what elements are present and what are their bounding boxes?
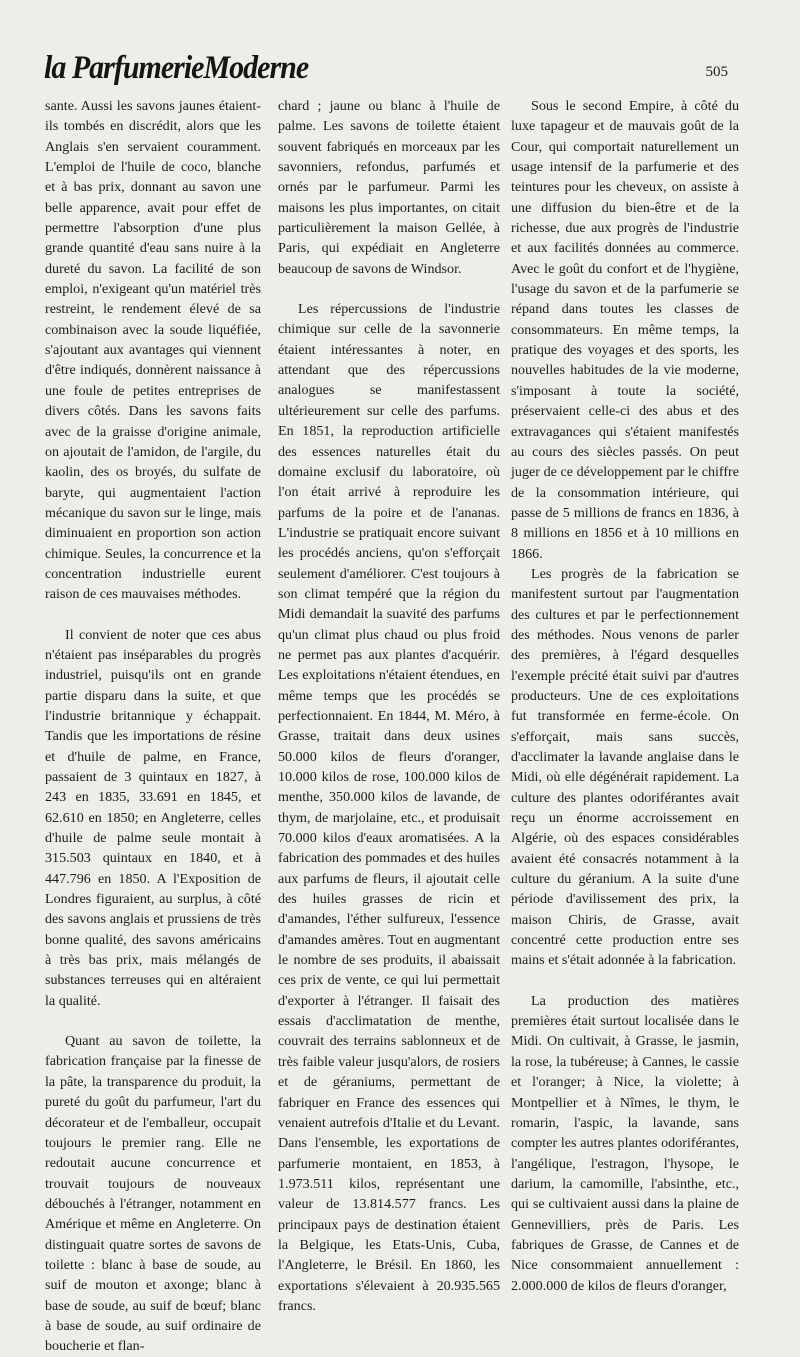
paragraph: La production des matières premières était surtout localisée dans le Midi. On cultivait, à Grasse, le jasmin, la rose, la tubéreuse; à Cannes, le cassie et l'oranger; à Nice, la violette; à Montpellier et à Nîmes, le thym, le romarin, l'aspic, la lavande, sans compter les autres plantes odoriférantes, l'angélique, l'estragon, l'hysope, le darium, la camomille, l'absinthe, etc., qui se cultivaient aussi dans la plaine de Gennevilliers, près de Paris. Les fabriques de Grasse, de Cannes et de Nice consommaient annuellement : 2.000.000 de kilos de fleurs d'oranger,	[511, 992, 739, 1294]
page-number: 505	[705, 64, 728, 80]
paragraph: chard ; jaune ou blanc à l'huile de palme. Les savons de toilette étaient souvent fabriqués en morceaux par les savonniers, refondus, parfumés et ornés par le parfumeur. Parmi les maisons les plus importantes, on citait particulièrement la maison Gellée, à Paris, qui expédiait en Angleterre beaucoup de savons de Windsor.	[278, 98, 500, 277]
paragraph: Sous le second Empire, à côté du luxe tapageur et de mauvais goût de la Cour, qui comportait naturellement un usage intensif de la parfumerie et des teintures pour les cheveux, on assiste à une diffusion du bien-être et de la richesse, due aux progrès de l'industrie et aux facilités données au commerce. Avec le goût du confort et de l'hygiène, l'usage du savon et de la parfumerie se répand dans toutes les classes de consommateurs. En même temps, la pratique des voyages et des sports, les nouvelles habitudes de la vie moderne, s'imposant à toute la société, préservaient celle-ci des abus et des extravagances qui s'étaient manifestés au cours des siècles passés. On peut juger de ce développement par le chiffre de la consommation intérieure, qui passe de 5 millions de francs en 1836, à 8 millions en 1856 et à 10 millions en 1866.	[511, 98, 739, 562]
text-column-3	[511, 96, 739, 1296]
magazine-masthead: la ParfumerieModerne	[44, 50, 309, 86]
paragraph: Les répercussions de l'industrie chimique sur celle de la savonnerie étaient intéressantes à noter, en attendant que des répercussions analogues se manifestassent ultérieurement sur celle des parfums. En 1851, la reproduction artificielle des essences naturelles était du domaine exclusif du laboratoire, où l'on était arrivé à reproduire les parfums de la poire et de l'ananas. L'industrie se pratiquait encore suivant les procédés anciens, qu'on s'efforçait seulement d'améliorer. C'est toujours à son climat tempéré que la région du Midi demandait la suavité des parfums qu'un climat plus chaud ou plus froid ne permet pas aux plantes d'acquérir. Les exploitations n'étaient étendues, en même temps que les procédés se perfectionnaient. En 1844, M. Méro, à Grasse, traitait dans deux usines 50.000 kilos de fleurs d'oranger, 10.000 kilos de rose, 100.000 kilos de menthe, 350.000 kilos de lavande, de thym, de marjolaine, etc., et produisait 70.000 kilos d'eaux aromatisées. A la fabrication des pommades et des huiles aux parfums de fleurs, il ajoutait celle des huiles grasses de ricin et d'amandes, l'éther sulfureux, l'essence d'amandes amères. Tout en augmentant le nombre de ses produits, il abaissait ces prix de vente, ce qui lui permettait d'exporter à l'étranger. Il faisait des essais d'acclimatation de menthe, couvrait des terrains sablonneux et de très faible valeur jusqu'alors, de rosiers et de géraniums, permettant de fabriquer en France des essences qui venaient autrefois d'Italie et du Levant. Dans l'ensemble, les exportations de parfumerie montaient, en 1853, à 1.973.511 kilos, représentant une valeur de 13.814.577 francs. Les principaux pays de destination étaient la Belgique, les Etats-Unis, Cuba, l'Angleterre, le Brésil. En 1860, les exportations s'élevaient à 20.935.565 francs.	[278, 301, 500, 1314]
text-column-1	[45, 96, 261, 1357]
paragraph: sante. Aussi les savons jaunes étaient-ils tombés en discrédit, alors que les Anglais s'en servaient couramment. L'emploi de l'huile de coco, blanche et à bas prix, donnant au savon une belle apparence, avait pour effet de permettre l'absorption d'une plus grande quantité d'eau sans nuire à la dureté du savon. La facilité de son emploi, n'exigeant qu'un matériel très restreint, le rendement élevé de sa combinaison avec la soude liquéfiée, s'ajoutant aux avantages qui viennent d'être indiqués, donnèrent naissance à une foule de petites entreprises de divers côtés. Dans les savons faits avec de la graisse d'origine animale, on ajoutait de l'amidon, de l'argile, du kaolin, des os broyés, du sulfate de baryte, qui augmentaient l'action mécanique du savon sur le linge, mais diminuaient en proportion son action chimique. Seules, la concurrence et la concentration industrielle eurent raison de ces mauvaises méthodes.	[45, 98, 261, 603]
paragraph: Il convient de noter que ces abus n'étaient pas inséparables du progrès industriel, puisqu'ils ont en grande partie disparu dans la suite, et que l'industrie britannique y échappait. Tandis que les importations de résine et d'huile de palme, en France, passaient de 3 quintaux en 1827, à 243 en 1835, 33.691 en 1845, et 62.610 en 1850; en Angleterre, celles d'huile de palme seule montait à 315.503 quintaux en 1840, et à 447.796 en 1850. A l'Exposition de Londres figuraient, au surplus, à côté des savons anglais et prussiens de très bonne qualité, des savons américains à très bas prix, mais mélangés de substances terreuses qui en altéraient la qualité.	[45, 626, 261, 1009]
paragraph: Quant au savon de toilette, la fabrication française par la finesse de la pâte, la transparence du produit, la pureté du goût du parfumeur, l'art du décorateur et de l'emballeur, occupait toujours le premier rang. Elle ne redoutait aucune concurrence et trouvait toujours de nouveaux débouchés à l'étranger, notamment en Amérique et même en Angleterre. On distinguait quatre sortes de savons de toilette : blanc à base de soude, au suif de mouton et axonge; blanc à base de soude, au suif de bœuf; blanc à base de soude, au suif ordinaire de boucherie et flan-	[45, 1033, 261, 1355]
text-column-2	[278, 96, 500, 1316]
paragraph: Les progrès de la fabrication se manifestent surtout par l'augmentation des cultures et par le perfectionnement des méthodes. Nous venons de parler des premières, à l'égard desquelles l'exemple précité était suivi par d'autres producteurs. Une de ces exploitations fut transformée en ferme-école. On s'efforçait, mais sans succès, d'acclimater la lavande anglaise dans le Midi, où elle dégénérait rapidement. La culture des plantes odoriférantes avait reçu un énorme accroissement en Algérie, où des espaces considérables avaient été consacrés notamment à la culture du géranium. A la suite d'une période d'avilissement des prix, la maison Chiris, de Grasse, avait concentré cette production entre ses mains et s'était adonnée à la fabrication.	[511, 565, 739, 969]
